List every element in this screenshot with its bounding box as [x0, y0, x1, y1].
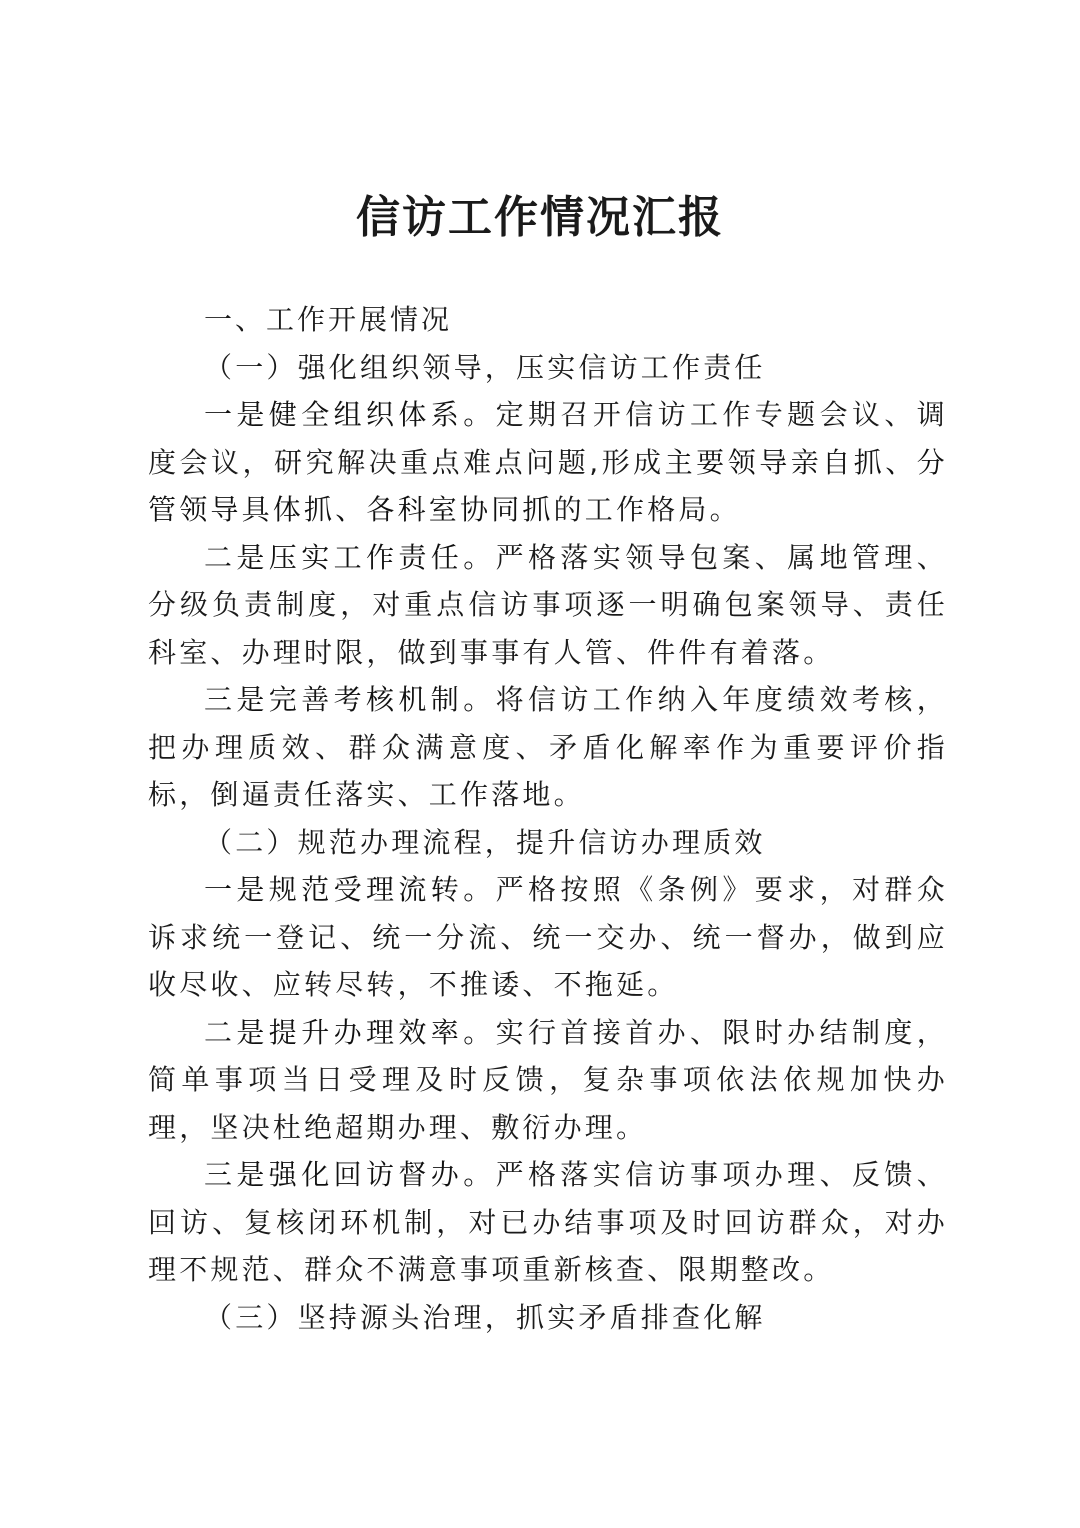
paragraph-1-1 [148, 391, 948, 534]
document-body [148, 296, 948, 1341]
paragraph-emphasis: 主要领导亲自抓、分管领导具体抓、各科室协同抓 [148, 445, 948, 526]
paragraph-1-3 [148, 676, 948, 819]
paragraph-2-1 [148, 866, 948, 1009]
paragraph-lead: 三是强化回访督办。 [204, 1158, 496, 1191]
paragraph-lead: 三是完善考核机制。 [204, 683, 496, 716]
paragraph-2-3 [148, 1151, 948, 1294]
paragraph-1-2 [148, 534, 948, 677]
paragraph-lead: 一是规范受理流转。 [204, 873, 496, 906]
paragraph-text: 严格落实领导包案、属地管理、分级负责制度，对重点信访事项逐一明确包案领导、责任科室、办理时限，做到事事有人管、件件有着落。 [148, 540, 948, 669]
paragraph-text: 严格按照《条例》要求，对群众诉求统一登记、统一分流、统一交办、统一督办，做到应收尽收、应转尽转，不推诿、不拖延。 [148, 873, 948, 1001]
subsection-heading-3: （三）坚持源头治理，抓实矛盾排查化解 [204, 1300, 766, 1334]
paragraph-text: 严格落实信访事项办理、反馈、回访、复核闭环机制，对已办结事项及时回访群众，对办理不规范、群众不满意事项重新核查、限期整改。 [148, 1158, 948, 1286]
subsection-heading-1: （一）强化组织领导，压实信访工作责任 [204, 350, 766, 384]
paragraph-lead: 二是提升办理效率。 [204, 1015, 496, 1049]
paragraph-lead: 一是健全组织体系。 [204, 398, 496, 431]
paragraph-text: 将信访工作纳入年度绩效考核，把办理质效、群众满意度、矛盾化解率作为重要评价指标，倒逼责任落实、工作落地。 [148, 683, 948, 811]
subsection-heading-2: （二）规范办理流程，提升信访办理质效 [204, 825, 766, 859]
section-heading: 一、工作开展情况 [204, 303, 453, 336]
paragraph-text: 实行首接首办、限时办结制度，简单事项当日受理及时反馈，复杂事项依法依规加快办理，坚决杜绝超期办理、敷衍办理。 [148, 1015, 948, 1144]
paragraph-text: 的工作格局。 [553, 493, 741, 526]
document-title: 信访工作情况汇报 [356, 192, 724, 243]
paragraph-lead: 二是压实工作责任。 [204, 540, 496, 574]
paragraph-2-2 [148, 1009, 948, 1152]
paragraph-text: 定期召开信访工作专题会议、调度会议，研究解决重点难点问题,形成 [148, 398, 948, 479]
